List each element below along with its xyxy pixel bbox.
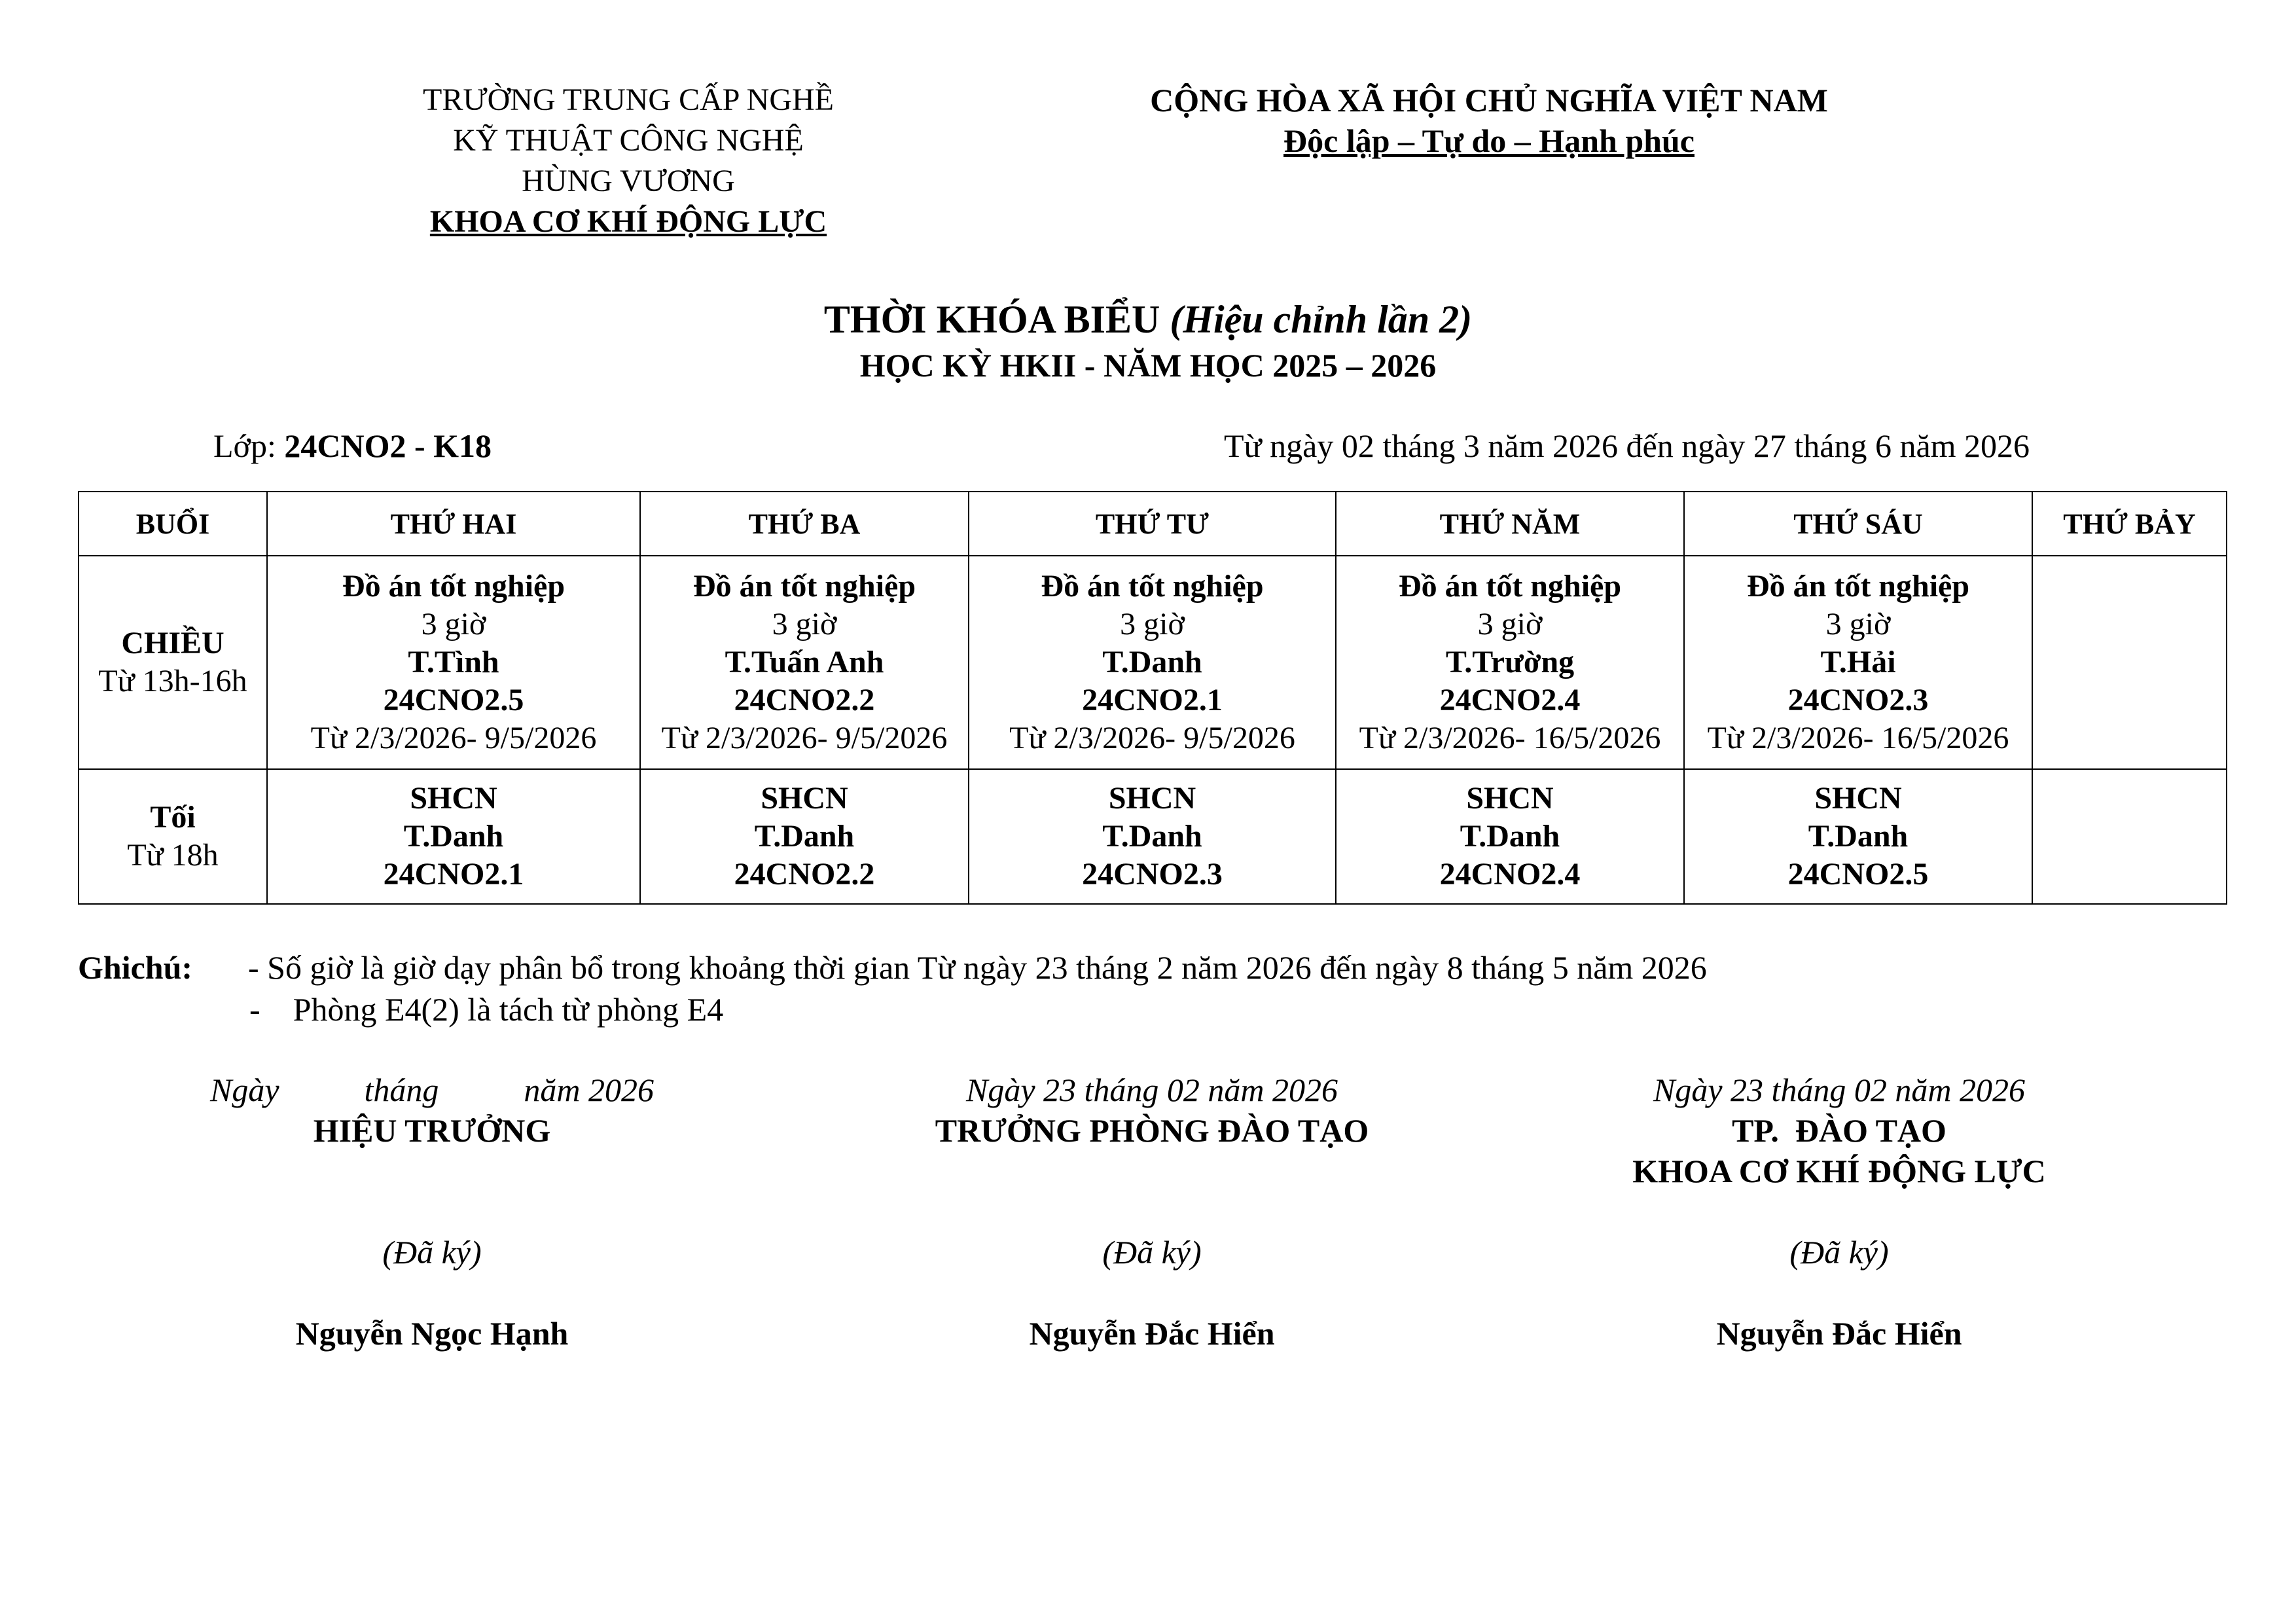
signature-title: TRƯỞNG PHÒNG ĐÀO TẠO (935, 1112, 1369, 1149)
class-label: Lớp: (213, 427, 276, 464)
schedule-cell (1336, 556, 1684, 769)
teacher: T.Hải (1820, 645, 1896, 679)
column-header: THỨ SÁU (1684, 492, 2032, 556)
notes (78, 947, 1707, 1030)
hours: 3 giờ (1825, 607, 1891, 641)
national-header (1113, 80, 1865, 161)
subject: SHCN (1466, 781, 1554, 816)
signature-principal (170, 1070, 694, 1371)
teacher: T.Danh (1102, 819, 1202, 854)
period: Từ 2/3/2026- 16/5/2026 (1359, 721, 1661, 755)
table-header-row (79, 492, 2227, 556)
schedule-cell (969, 769, 1336, 904)
subject: Đồ án tốt nghiệp (1398, 569, 1622, 604)
teacher: T.Danh (1102, 645, 1202, 679)
school-line: HÙNG VƯƠNG (522, 164, 735, 198)
empty-cell (2032, 769, 2227, 904)
hours: 3 giờ (421, 607, 486, 641)
teacher: T.Tình (408, 645, 499, 679)
date-range: Từ ngày 02 tháng 3 năm 2026 đến ngày 27 tháng 6 năm 2026 (1224, 427, 2030, 464)
period: Từ 2/3/2026- 9/5/2026 (310, 721, 597, 755)
semester-title: HỌC KỲ HKII - NĂM HỌC 2025 – 2026 (859, 347, 1437, 384)
subject: Đồ án tốt nghiệp (692, 569, 916, 604)
column-header: THỨ BẢY (2032, 492, 2227, 556)
schedule-cell (267, 769, 640, 904)
table-row (79, 769, 2227, 904)
signature-title: TP. ĐÀO TẠO (1732, 1112, 1946, 1149)
subject: SHCN (1814, 781, 1902, 816)
schedule-cell (1684, 556, 2032, 769)
note-row (78, 947, 1707, 988)
hours: 3 giờ (772, 607, 837, 641)
schedule-cell (1684, 769, 2032, 904)
schedule-cell (640, 769, 969, 904)
signature-date (170, 1070, 694, 1110)
period: Từ 2/3/2026- 9/5/2026 (1009, 721, 1295, 755)
group: 24CNO2.5 (383, 683, 524, 717)
signature-training-head (870, 1070, 1433, 1371)
republic-name: CỘNG HÒA XÃ HỘI CHỦ NGHĨA VIỆT NAM (1150, 82, 1828, 118)
teacher: T.Danh (403, 819, 504, 854)
column-header: THỨ NĂM (1336, 492, 1684, 556)
signature-title: KHOA CƠ KHÍ ĐỘNG LỰC (1632, 1153, 2046, 1189)
empty-cell (2032, 556, 2227, 769)
class-info (213, 424, 492, 467)
signer-name: Nguyễn Đắc Hiển (1029, 1315, 1275, 1352)
group: 24CNO2.1 (383, 857, 524, 892)
session-time: Từ 13h-16h (98, 664, 247, 698)
page-title (0, 293, 2296, 346)
school-header (367, 80, 890, 242)
hours: 3 giờ (1477, 607, 1543, 641)
class-value: 24CNO2 - K18 (284, 427, 492, 464)
faculty-name: KHOA CƠ KHÍ ĐỘNG LỰC (429, 204, 827, 239)
group: 24CNO2.2 (734, 683, 875, 717)
group: 24CNO2.3 (1082, 857, 1223, 892)
group: 24CNO2.4 (1439, 683, 1581, 717)
group: 24CNO2.2 (734, 857, 875, 892)
teacher: T.Trường (1445, 645, 1575, 679)
session-name: CHIỀU (121, 626, 224, 660)
national-motto: Độc lập – Tự do – Hạnh phúc (1283, 122, 1695, 159)
table-row (79, 556, 2227, 769)
timetable (78, 491, 2227, 905)
teacher: T.Danh (1460, 819, 1560, 854)
teacher: T.Danh (754, 819, 855, 854)
subject: Đồ án tốt nghiệp (342, 569, 565, 604)
note-row (78, 988, 1707, 1030)
signer-name: Nguyễn Ngọc Hạnh (295, 1315, 569, 1352)
title-block (0, 293, 2296, 385)
session-name: Tối (150, 800, 196, 835)
date-word: năm 2026 (524, 1072, 655, 1108)
school-line: KỸ THUẬT CÔNG NGHỆ (453, 123, 804, 158)
signature-faculty-head (1571, 1070, 2108, 1371)
schedule-cell (969, 556, 1336, 769)
teacher: T.Danh (1808, 819, 1909, 854)
column-header: THỨ BA (640, 492, 969, 556)
group: 24CNO2.5 (1787, 857, 1929, 892)
signature-date: Ngày 23 tháng 02 năm 2026 (1653, 1072, 2026, 1108)
session-time: Từ 18h (127, 838, 219, 873)
schedule-cell (1336, 769, 1684, 904)
period: Từ 2/3/2026- 16/5/2026 (1707, 721, 2009, 755)
hours: 3 giờ (1120, 607, 1185, 641)
note-item: - Phòng E4(2) là tách từ phòng E4 (249, 991, 724, 1028)
group: 24CNO2.1 (1082, 683, 1223, 717)
group: 24CNO2.4 (1439, 857, 1581, 892)
signed-mark: (Đã ký) (382, 1234, 482, 1271)
date-word: Ngày (209, 1072, 279, 1108)
title-revision: (Hiệu chỉnh lần 2) (1170, 298, 1473, 341)
signature-date: Ngày 23 tháng 02 năm 2026 (965, 1072, 1338, 1108)
session-cell (79, 556, 267, 769)
schedule-cell (267, 556, 640, 769)
column-header: THỨ HAI (267, 492, 640, 556)
teacher: T.Tuấn Anh (725, 645, 884, 679)
group: 24CNO2.3 (1787, 683, 1929, 717)
subject: SHCN (410, 781, 497, 816)
period: Từ 2/3/2026- 9/5/2026 (661, 721, 948, 755)
column-header: THỨ TƯ (969, 492, 1336, 556)
title-main: THỜI KHÓA BIỂU (823, 298, 1160, 341)
signature-title: HIỆU TRƯỞNG (313, 1112, 551, 1149)
subject: Đồ án tốt nghiệp (1746, 569, 1970, 604)
signed-mark: (Đã ký) (1102, 1234, 1202, 1271)
subject: SHCN (1108, 781, 1196, 816)
date-word: tháng (364, 1072, 439, 1108)
column-header: BUỔI (79, 492, 267, 556)
school-line: TRƯỜNG TRUNG CẤP NGHỀ (423, 82, 834, 117)
session-cell (79, 769, 267, 904)
schedule-cell (640, 556, 969, 769)
notes-label: Ghichú: (78, 949, 193, 986)
signed-mark: (Đã ký) (1789, 1234, 1889, 1271)
subject: SHCN (761, 781, 848, 816)
signer-name: Nguyễn Đắc Hiển (1716, 1315, 1962, 1352)
note-item: - Số giờ là giờ dạy phân bổ trong khoảng thời gian Từ ngày 23 tháng 2 năm 2026 đến ngày 8 tháng 5 năm 2026 (248, 949, 1707, 986)
subject: Đồ án tốt nghiệp (1041, 569, 1264, 604)
